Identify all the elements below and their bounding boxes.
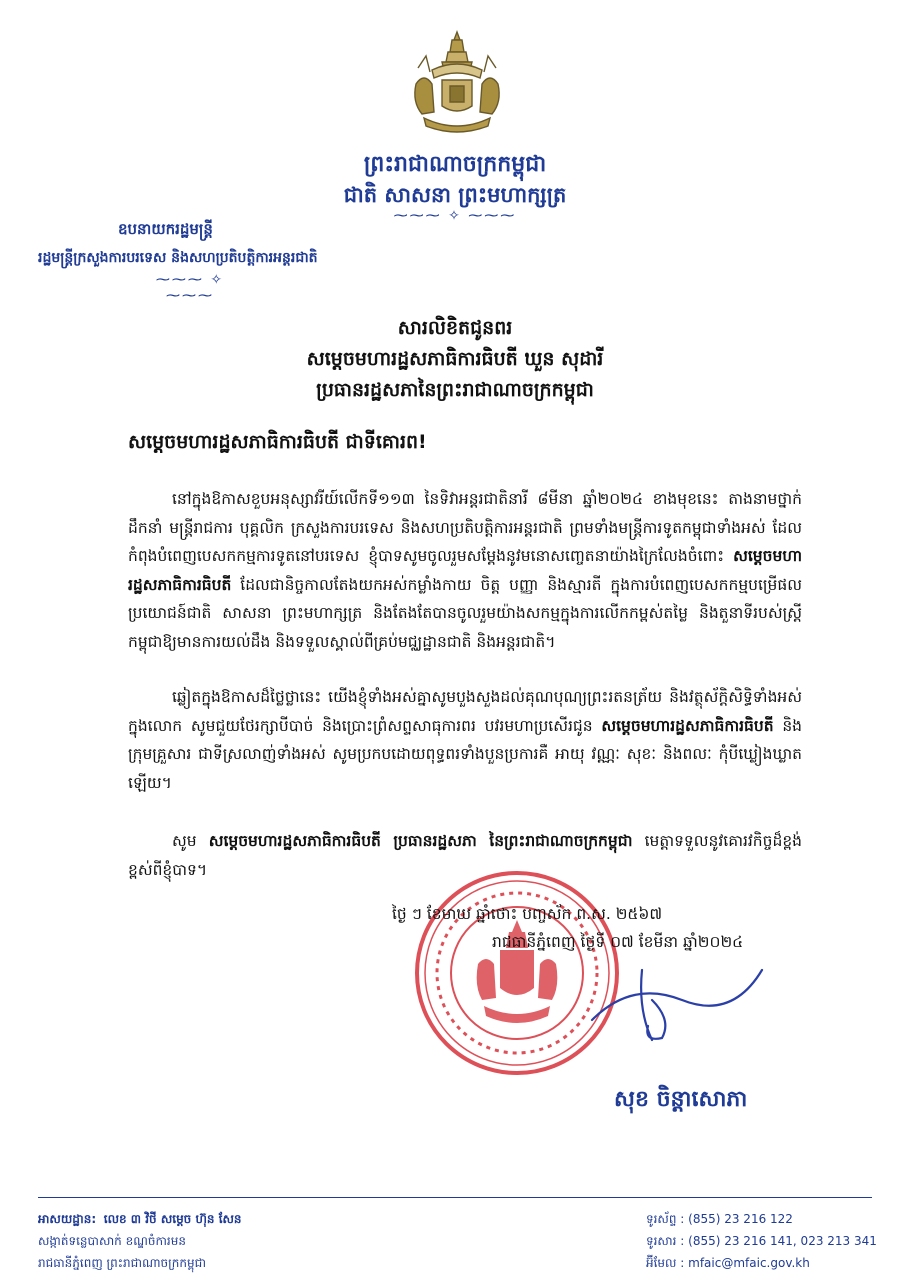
solar-date: រាជធានីភ្នំពេញ ថ្ងៃទី ០៧ ខែមីនា ឆ្នាំ២០២៤	[492, 933, 744, 951]
signatory-name: សុខ ចិន្តាសោភា	[614, 1087, 748, 1112]
lunar-date: ថ្ងៃ ៗ ខែមាឃ ឆ្នាំថោះ បញ្ចស័ក ព.ស. ២៥៦៧	[392, 905, 663, 923]
sender-title: ឧបនាយករដ្ឋមន្ត្រី	[118, 220, 213, 238]
royal-arms-emblem	[402, 28, 512, 136]
footer-contacts	[646, 1208, 877, 1274]
footer-email[interactable]: អ៊ីមែល : mfaic@mfaic.gov.kh	[646, 1256, 810, 1270]
recipient-name: សម្តេចមហារដ្ឋសភាធិការធិបតី ឃួន សុដារី	[306, 348, 604, 370]
recipient-position: ប្រធានរដ្ឋសភានៃព្រះរាជាណាចក្រកម្ពុជា	[316, 379, 594, 401]
body-paragraph-3: សូម សម្តេចមហារដ្ឋសភាធិការធិបតី ប្រធានរដ្ឋសភា នៃព្រះរាជាណាចក្រកម្ពុជា មេត្តាទទួលនូវគោរវកិច្ចដ៏ខ្ពង់ខ្ពស់ពីខ្ញុំបាទ។	[128, 832, 803, 879]
address-label: អាសយដ្ឋាន:	[38, 1212, 97, 1226]
footer-address	[38, 1208, 242, 1274]
footer-fax: ទូរស័ព្ទ : (855) 23 216 122	[646, 1212, 793, 1226]
national-motto: ជាតិ សាសនា ព្រះមហាក្សត្រ	[343, 183, 567, 207]
salutation: សម្តេចមហារដ្ឋសភាធិការធិបតី ជាទីគោរព!	[128, 431, 427, 453]
address-line-1: លេខ ៣ វិថី សម្តេច ហ៊ុន សែន	[103, 1212, 242, 1226]
letter-title: សារលិខិតជូនពរ	[397, 317, 513, 339]
sender-ministry: រដ្ឋមន្ត្រីក្រសួងការបរទេស និងសហប្រតិបត្តិការអន្តរជាតិ	[38, 250, 318, 266]
body-paragraph-2: ឆ្លៀតក្នុងឱកាសដ៏ថ្លៃថ្លានេះ យើងខ្ញុំទាំងអស់គ្នាសូមបួងសួងដល់គុណបុណ្យព្រះរតនត្រ័យ និងវត្ថុស័ក្តិសិទ្ធិទាំងអស់ក្នុងលោក សូមជួយថែរក្សាបីបាច់ និងប្រោះព្រំសព្ទសាធុការពរ បវរមហាប្រសើរជូន សម្តេចមហារដ្ឋសភាធិការធិបតី និងក្រុមគ្រួសារ ជាទីស្រលាញ់ទាំងអស់ សូមប្រកបដោយពុទ្ធពរទាំងបួនប្រការគឺ អាយុ វណ្ណៈ សុខៈ និងពលៈ កុំបីឃ្លៀងឃ្លាតឡើយ។	[128, 688, 802, 792]
body-paragraph-1: នៅក្នុងឱកាសខួបអនុស្សាវរីយ៍លើកទី១១៣ នៃទិវាអន្តរជាតិនារី ៨មីនា ឆ្នាំ២០២៤ ខាងមុខនេះ តាងនាមថ្នាក់ដឹកនាំ មន្ត្រីរាជការ បុគ្គលិក ក្រសួងការបរទេស និងសហប្រតិបត្តិការអន្តរជាតិ ព្រមទាំងមន្ត្រីការទូតកម្ពុជាទាំងអស់ ដែលកំពុងបំពេញបេសកកម្មការទូតនៅបរទេស ខ្ញុំបាទសូមចូលរួមសម្តែងនូវមនោសញ្ចេតនាយ៉ាងក្រៃលែងចំពោះ សម្តេចមហារដ្ឋសភាធិការធិបតី ដែលជានិច្ចកាលតែងយកអស់កម្លាំងកាយ ចិត្ត បញ្ញា និងស្មារតី ក្នុងការបំពេញបេសកកម្មបម្រើផលប្រយោជន៍ជាតិ សាសនា ព្រះមហាក្សត្រ និងតែងតែបានចូលរួមយ៉ាងសកម្មក្នុងការលើកកម្ពស់តម្លៃ និងតួនាទីរបស់ស្ត្រីកម្ពុជាឱ្យមានការយល់ដឹង និងទទួលស្គាល់ពីគ្រប់មជ្ឈដ្ឋានជាតិ និងអន្តរជាតិ។	[128, 490, 802, 651]
footer-phone: ទូរសារ : (855) 23 216 141, 023 213 341	[646, 1234, 877, 1248]
header-ornament: ⁓⁓⁓ ✧ ⁓⁓⁓	[393, 208, 517, 224]
handwritten-signature	[572, 950, 772, 1050]
address-line-2: សង្កាត់ទន្លេបាសាក់ ខណ្ឌចំការមន	[38, 1234, 186, 1248]
address-line-3: រាជធានីភ្នំពេញ ព្រះរាជាណាចក្រកម្ពុជា	[38, 1256, 206, 1270]
kingdom-name: ព្រះរាជាណាចក្រកម្ពុជា	[363, 152, 547, 177]
sender-ornament: ⁓⁓⁓ ✧ ⁓⁓⁓	[155, 272, 225, 304]
footer-divider	[38, 1197, 872, 1198]
